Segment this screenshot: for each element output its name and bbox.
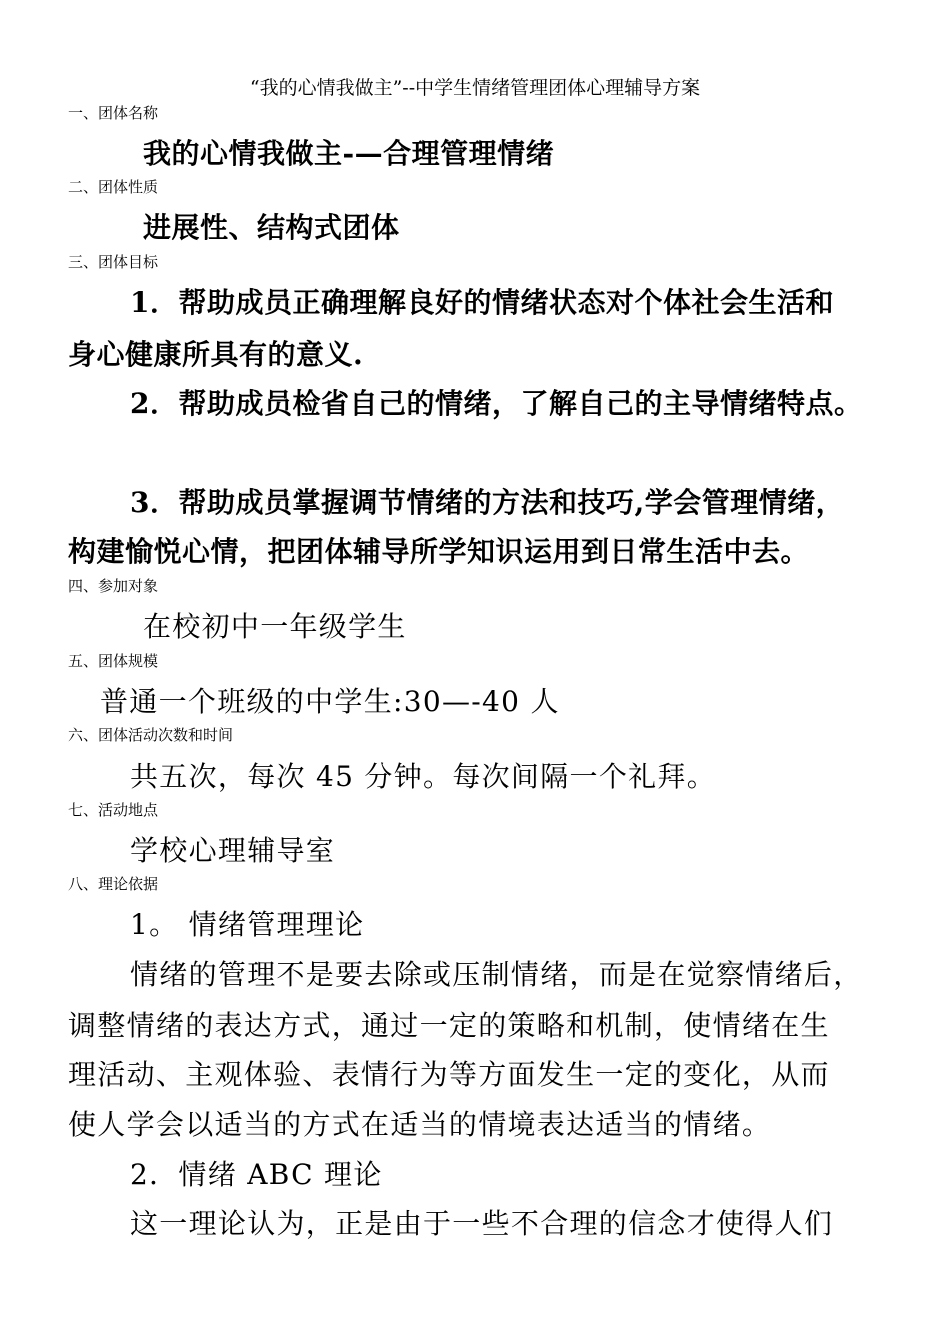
sessions-text: 共五次，每次 45 分钟。每次间隔一个礼拜。	[130, 760, 717, 793]
section-heading-group-nature: 二、团体性质	[68, 178, 159, 196]
theory-2-title: 2．情绪 ABC 理论	[130, 1158, 383, 1191]
theory-1-line-2: 调整情绪的表达方式，通过一定的策略和机制，使情绪在生	[68, 1009, 830, 1042]
group-name-text: 我的心情我做主-—合理管理情绪	[143, 137, 555, 170]
theory-1-line-3: 理活动、主观体验、表情行为等方面发生一定的变化，从而	[68, 1058, 830, 1091]
section-heading-sessions: 六、团体活动次数和时间	[68, 726, 234, 744]
theory-1-line-4: 使人学会以适当的方式在适当的情境表达适当的情绪。	[68, 1108, 772, 1141]
goal-2: 2．帮助成员检省自己的情绪，了解自己的主导情绪特点。	[130, 387, 863, 420]
goal-1-line-1: 1．帮助成员正确理解良好的情绪状态对个体社会生活和	[130, 286, 834, 319]
section-heading-location: 七、活动地点	[68, 801, 159, 819]
section-heading-group-goals: 三、团体目标	[68, 253, 159, 271]
group-nature-text: 进展性、结构式团体	[143, 211, 400, 244]
theory-2-line-1: 这一理论认为，正是由于一些不合理的信念才使得人们	[130, 1207, 834, 1240]
goal-3-line-2: 构建愉悦心情，把团体辅导所学知识运用到日常生活中去。	[68, 535, 810, 568]
theory-1-line-1: 情绪的管理不是要去除或压制情绪，而是在觉察情绪后，	[130, 958, 863, 991]
goal-1-line-2: 身心健康所具有的意义.	[68, 338, 364, 371]
section-heading-group-name: 一、团体名称	[68, 104, 159, 122]
document-title: “我的心情我做主”--中学生情绪管理团体心理辅导方案	[249, 77, 701, 99]
participants-text: 在校初中一年级学生	[143, 610, 407, 643]
theory-1-title: 1。 情绪管理理论	[130, 908, 365, 941]
section-heading-group-size: 五、团体规模	[68, 652, 159, 670]
location-text: 学校心理辅导室	[130, 834, 336, 867]
section-heading-participants: 四、参加对象	[68, 577, 159, 595]
goal-3-line-1: 3．帮助成员掌握调节情绪的方法和技巧,学会管理情绪，	[130, 486, 845, 519]
section-heading-theory: 八、理论依据	[68, 875, 159, 893]
group-size-text: 普通一个班级的中学生:30—-40 人	[100, 685, 560, 718]
